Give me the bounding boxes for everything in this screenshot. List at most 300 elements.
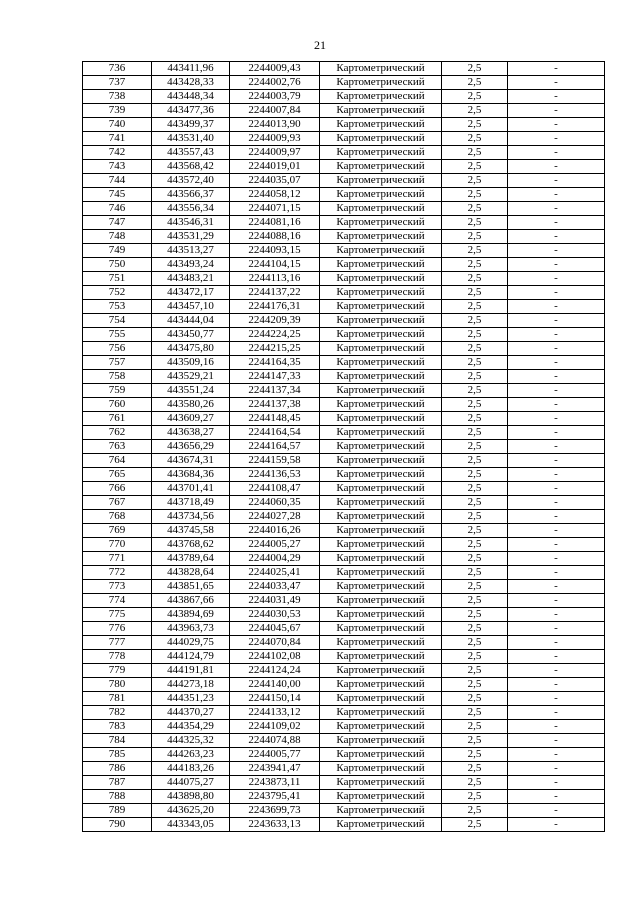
x-coordinate-cell: 443428,33 [152, 76, 230, 90]
description-cell: - [508, 62, 605, 76]
y-coordinate-cell: 2244003,79 [230, 90, 320, 104]
method-cell: Картометрический [320, 650, 442, 664]
table-row [83, 706, 605, 720]
method-cell: Картометрический [320, 818, 442, 832]
description-cell: - [508, 426, 605, 440]
description-cell: - [508, 440, 605, 454]
table-row [83, 370, 605, 384]
y-coordinate-cell: 2244009,93 [230, 132, 320, 146]
method-cell: Картометрический [320, 678, 442, 692]
table-row [83, 622, 605, 636]
method-cell: Картометрический [320, 412, 442, 426]
point-number-cell: 758 [83, 370, 152, 384]
x-coordinate-cell: 444370,27 [152, 706, 230, 720]
table-row [83, 524, 605, 538]
table-row [83, 426, 605, 440]
point-number-cell: 768 [83, 510, 152, 524]
y-coordinate-cell: 2243633,13 [230, 818, 320, 832]
table-row [83, 496, 605, 510]
table-row [83, 748, 605, 762]
accuracy-cell: 2,5 [442, 566, 508, 580]
method-cell: Картометрический [320, 300, 442, 314]
accuracy-cell: 2,5 [442, 552, 508, 566]
x-coordinate-cell: 443450,77 [152, 328, 230, 342]
point-number-cell: 742 [83, 146, 152, 160]
accuracy-cell: 2,5 [442, 328, 508, 342]
table-row [83, 454, 605, 468]
table-row [83, 356, 605, 370]
accuracy-cell: 2,5 [442, 636, 508, 650]
point-number-cell: 746 [83, 202, 152, 216]
description-cell: - [508, 300, 605, 314]
description-cell: - [508, 356, 605, 370]
y-coordinate-cell: 2244013,90 [230, 118, 320, 132]
accuracy-cell: 2,5 [442, 678, 508, 692]
accuracy-cell: 2,5 [442, 384, 508, 398]
table-row [83, 734, 605, 748]
accuracy-cell: 2,5 [442, 762, 508, 776]
point-number-cell: 753 [83, 300, 152, 314]
table-row [83, 552, 605, 566]
table-row [83, 146, 605, 160]
y-coordinate-cell: 2244104,15 [230, 258, 320, 272]
description-cell: - [508, 720, 605, 734]
point-number-cell: 756 [83, 342, 152, 356]
table-row [83, 566, 605, 580]
y-coordinate-cell: 2244030,53 [230, 608, 320, 622]
y-coordinate-cell: 2244113,16 [230, 272, 320, 286]
x-coordinate-cell: 443444,04 [152, 314, 230, 328]
y-coordinate-cell: 2244027,28 [230, 510, 320, 524]
x-coordinate-cell: 443894,69 [152, 608, 230, 622]
table-row [83, 300, 605, 314]
x-coordinate-cell: 443828,64 [152, 566, 230, 580]
y-coordinate-cell: 2243699,73 [230, 804, 320, 818]
method-cell: Картометрический [320, 118, 442, 132]
table-row [83, 328, 605, 342]
method-cell: Картометрический [320, 776, 442, 790]
method-cell: Картометрический [320, 216, 442, 230]
table-row [83, 76, 605, 90]
y-coordinate-cell: 2244109,02 [230, 720, 320, 734]
table-row [83, 636, 605, 650]
method-cell: Картометрический [320, 594, 442, 608]
x-coordinate-cell: 443513,27 [152, 244, 230, 258]
x-coordinate-cell: 443568,42 [152, 160, 230, 174]
method-cell: Картометрический [320, 188, 442, 202]
method-cell: Картометрический [320, 636, 442, 650]
y-coordinate-cell: 2244071,15 [230, 202, 320, 216]
method-cell: Картометрический [320, 356, 442, 370]
method-cell: Картометрический [320, 482, 442, 496]
point-number-cell: 761 [83, 412, 152, 426]
x-coordinate-cell: 443609,27 [152, 412, 230, 426]
method-cell: Картометрический [320, 608, 442, 622]
table-row [83, 230, 605, 244]
description-cell: - [508, 762, 605, 776]
x-coordinate-cell: 443546,31 [152, 216, 230, 230]
y-coordinate-cell: 2244108,47 [230, 482, 320, 496]
table-row [83, 90, 605, 104]
point-number-cell: 771 [83, 552, 152, 566]
y-coordinate-cell: 2244060,35 [230, 496, 320, 510]
method-cell: Картометрический [320, 552, 442, 566]
accuracy-cell: 2,5 [442, 412, 508, 426]
accuracy-cell: 2,5 [442, 286, 508, 300]
point-number-cell: 737 [83, 76, 152, 90]
y-coordinate-cell: 2244102,08 [230, 650, 320, 664]
description-cell: - [508, 146, 605, 160]
y-coordinate-cell: 2244045,67 [230, 622, 320, 636]
x-coordinate-cell: 443493,24 [152, 258, 230, 272]
y-coordinate-cell: 2244137,34 [230, 384, 320, 398]
table-row [83, 776, 605, 790]
point-number-cell: 754 [83, 314, 152, 328]
method-cell: Картометрический [320, 286, 442, 300]
table-row [83, 594, 605, 608]
table-row [83, 202, 605, 216]
description-cell: - [508, 314, 605, 328]
method-cell: Картометрический [320, 510, 442, 524]
description-cell: - [508, 468, 605, 482]
accuracy-cell: 2,5 [442, 482, 508, 496]
x-coordinate-cell: 444354,29 [152, 720, 230, 734]
point-number-cell: 770 [83, 538, 152, 552]
x-coordinate-cell: 443851,65 [152, 580, 230, 594]
y-coordinate-cell: 2243795,41 [230, 790, 320, 804]
y-coordinate-cell: 2244150,14 [230, 692, 320, 706]
x-coordinate-cell: 444124,79 [152, 650, 230, 664]
point-number-cell: 790 [83, 818, 152, 832]
y-coordinate-cell: 2244005,27 [230, 538, 320, 552]
description-cell: - [508, 552, 605, 566]
point-number-cell: 786 [83, 762, 152, 776]
description-cell: - [508, 748, 605, 762]
accuracy-cell: 2,5 [442, 174, 508, 188]
y-coordinate-cell: 2244209,39 [230, 314, 320, 328]
description-cell: - [508, 524, 605, 538]
method-cell: Картометрический [320, 328, 442, 342]
y-coordinate-cell: 2244137,22 [230, 286, 320, 300]
accuracy-cell: 2,5 [442, 538, 508, 552]
accuracy-cell: 2,5 [442, 314, 508, 328]
x-coordinate-cell: 443734,56 [152, 510, 230, 524]
accuracy-cell: 2,5 [442, 580, 508, 594]
point-number-cell: 780 [83, 678, 152, 692]
description-cell: - [508, 188, 605, 202]
description-cell: - [508, 90, 605, 104]
table-row [83, 384, 605, 398]
x-coordinate-cell: 443499,37 [152, 118, 230, 132]
point-number-cell: 749 [83, 244, 152, 258]
accuracy-cell: 2,5 [442, 454, 508, 468]
point-number-cell: 785 [83, 748, 152, 762]
table-row [83, 412, 605, 426]
method-cell: Картометрический [320, 566, 442, 580]
method-cell: Картометрический [320, 468, 442, 482]
x-coordinate-cell: 443472,17 [152, 286, 230, 300]
table-row [83, 174, 605, 188]
point-number-cell: 781 [83, 692, 152, 706]
method-cell: Картометрический [320, 762, 442, 776]
y-coordinate-cell: 2244133,12 [230, 706, 320, 720]
y-coordinate-cell: 2244081,16 [230, 216, 320, 230]
table-row [83, 538, 605, 552]
table-row [83, 160, 605, 174]
point-number-cell: 772 [83, 566, 152, 580]
x-coordinate-cell: 444191,81 [152, 664, 230, 678]
table-row [83, 692, 605, 706]
x-coordinate-cell: 443551,24 [152, 384, 230, 398]
y-coordinate-cell: 2244007,84 [230, 104, 320, 118]
method-cell: Картометрический [320, 370, 442, 384]
x-coordinate-cell: 443531,40 [152, 132, 230, 146]
method-cell: Картометрический [320, 342, 442, 356]
x-coordinate-cell: 443411,96 [152, 62, 230, 76]
y-coordinate-cell: 2244148,45 [230, 412, 320, 426]
accuracy-cell: 2,5 [442, 300, 508, 314]
x-coordinate-cell: 443701,41 [152, 482, 230, 496]
description-cell: - [508, 342, 605, 356]
method-cell: Картометрический [320, 580, 442, 594]
y-coordinate-cell: 2244164,35 [230, 356, 320, 370]
point-number-cell: 765 [83, 468, 152, 482]
accuracy-cell: 2,5 [442, 342, 508, 356]
method-cell: Картометрический [320, 706, 442, 720]
point-number-cell: 778 [83, 650, 152, 664]
y-coordinate-cell: 2244005,77 [230, 748, 320, 762]
table-row [83, 132, 605, 146]
accuracy-cell: 2,5 [442, 90, 508, 104]
table-row [83, 608, 605, 622]
method-cell: Картометрический [320, 720, 442, 734]
description-cell: - [508, 804, 605, 818]
x-coordinate-cell: 443475,80 [152, 342, 230, 356]
accuracy-cell: 2,5 [442, 650, 508, 664]
description-cell: - [508, 776, 605, 790]
description-cell: - [508, 244, 605, 258]
description-cell: - [508, 76, 605, 90]
method-cell: Картометрический [320, 90, 442, 104]
method-cell: Картометрический [320, 132, 442, 146]
table-row [83, 818, 605, 832]
page-number: 21 [314, 38, 326, 52]
description-cell: - [508, 132, 605, 146]
point-number-cell: 755 [83, 328, 152, 342]
point-number-cell: 763 [83, 440, 152, 454]
description-cell: - [508, 286, 605, 300]
x-coordinate-cell: 443566,37 [152, 188, 230, 202]
point-number-cell: 744 [83, 174, 152, 188]
description-cell: - [508, 258, 605, 272]
method-cell: Картометрический [320, 664, 442, 678]
description-cell: - [508, 370, 605, 384]
table-row [83, 468, 605, 482]
point-number-cell: 773 [83, 580, 152, 594]
method-cell: Картометрический [320, 426, 442, 440]
table-row [83, 720, 605, 734]
accuracy-cell: 2,5 [442, 622, 508, 636]
method-cell: Картометрический [320, 538, 442, 552]
table-row [83, 118, 605, 132]
description-cell: - [508, 636, 605, 650]
table-row [83, 62, 605, 76]
accuracy-cell: 2,5 [442, 160, 508, 174]
point-number-cell: 783 [83, 720, 152, 734]
x-coordinate-cell: 444075,27 [152, 776, 230, 790]
point-number-cell: 747 [83, 216, 152, 230]
y-coordinate-cell: 2244002,76 [230, 76, 320, 90]
method-cell: Картометрический [320, 202, 442, 216]
accuracy-cell: 2,5 [442, 720, 508, 734]
y-coordinate-cell: 2244074,88 [230, 734, 320, 748]
table-row [83, 762, 605, 776]
x-coordinate-cell: 443448,34 [152, 90, 230, 104]
description-cell: - [508, 398, 605, 412]
description-cell: - [508, 454, 605, 468]
description-cell: - [508, 608, 605, 622]
method-cell: Картометрический [320, 622, 442, 636]
table-row [83, 104, 605, 118]
accuracy-cell: 2,5 [442, 524, 508, 538]
x-coordinate-cell: 443529,21 [152, 370, 230, 384]
accuracy-cell: 2,5 [442, 244, 508, 258]
accuracy-cell: 2,5 [442, 132, 508, 146]
point-number-cell: 766 [83, 482, 152, 496]
accuracy-cell: 2,5 [442, 776, 508, 790]
method-cell: Картометрический [320, 790, 442, 804]
point-number-cell: 762 [83, 426, 152, 440]
table-row [83, 650, 605, 664]
y-coordinate-cell: 2244136,53 [230, 468, 320, 482]
point-number-cell: 757 [83, 356, 152, 370]
table-row [83, 664, 605, 678]
point-number-cell: 784 [83, 734, 152, 748]
method-cell: Картометрический [320, 496, 442, 510]
point-number-cell: 739 [83, 104, 152, 118]
description-cell: - [508, 230, 605, 244]
x-coordinate-cell: 443963,73 [152, 622, 230, 636]
accuracy-cell: 2,5 [442, 748, 508, 762]
description-cell: - [508, 174, 605, 188]
point-number-cell: 760 [83, 398, 152, 412]
description-cell: - [508, 272, 605, 286]
x-coordinate-cell: 443684,36 [152, 468, 230, 482]
table-row [83, 790, 605, 804]
method-cell: Картометрический [320, 76, 442, 90]
method-cell: Картометрический [320, 734, 442, 748]
accuracy-cell: 2,5 [442, 118, 508, 132]
description-cell: - [508, 384, 605, 398]
accuracy-cell: 2,5 [442, 790, 508, 804]
point-number-cell: 777 [83, 636, 152, 650]
x-coordinate-cell: 444273,18 [152, 678, 230, 692]
description-cell: - [508, 678, 605, 692]
y-coordinate-cell: 2244224,25 [230, 328, 320, 342]
x-coordinate-cell: 444325,32 [152, 734, 230, 748]
description-cell: - [508, 734, 605, 748]
table-row [83, 678, 605, 692]
x-coordinate-cell: 443656,29 [152, 440, 230, 454]
method-cell: Картометрический [320, 104, 442, 118]
accuracy-cell: 2,5 [442, 510, 508, 524]
table-row [83, 272, 605, 286]
accuracy-cell: 2,5 [442, 272, 508, 286]
method-cell: Картометрический [320, 146, 442, 160]
description-cell: - [508, 510, 605, 524]
method-cell: Картометрический [320, 230, 442, 244]
table-row [83, 342, 605, 356]
accuracy-cell: 2,5 [442, 706, 508, 720]
x-coordinate-cell: 443867,66 [152, 594, 230, 608]
x-coordinate-cell: 443674,31 [152, 454, 230, 468]
accuracy-cell: 2,5 [442, 104, 508, 118]
point-number-cell: 752 [83, 286, 152, 300]
point-number-cell: 782 [83, 706, 152, 720]
y-coordinate-cell: 2244025,41 [230, 566, 320, 580]
description-cell: - [508, 412, 605, 426]
description-cell: - [508, 482, 605, 496]
y-coordinate-cell: 2244031,49 [230, 594, 320, 608]
accuracy-cell: 2,5 [442, 216, 508, 230]
method-cell: Картометрический [320, 272, 442, 286]
x-coordinate-cell: 443718,49 [152, 496, 230, 510]
accuracy-cell: 2,5 [442, 608, 508, 622]
point-number-cell: 738 [83, 90, 152, 104]
point-number-cell: 750 [83, 258, 152, 272]
x-coordinate-cell: 443556,34 [152, 202, 230, 216]
table-row [83, 216, 605, 230]
y-coordinate-cell: 2244009,43 [230, 62, 320, 76]
x-coordinate-cell: 444351,23 [152, 692, 230, 706]
y-coordinate-cell: 2243941,47 [230, 762, 320, 776]
x-coordinate-cell: 443625,20 [152, 804, 230, 818]
x-coordinate-cell: 444263,23 [152, 748, 230, 762]
description-cell: - [508, 496, 605, 510]
y-coordinate-cell: 2244035,07 [230, 174, 320, 188]
method-cell: Картометрический [320, 692, 442, 706]
method-cell: Картометрический [320, 174, 442, 188]
point-number-cell: 764 [83, 454, 152, 468]
y-coordinate-cell: 2244215,25 [230, 342, 320, 356]
coordinates-table [82, 61, 605, 832]
accuracy-cell: 2,5 [442, 230, 508, 244]
x-coordinate-cell: 443531,29 [152, 230, 230, 244]
y-coordinate-cell: 2244164,57 [230, 440, 320, 454]
point-number-cell: 741 [83, 132, 152, 146]
y-coordinate-cell: 2244176,31 [230, 300, 320, 314]
y-coordinate-cell: 2244019,01 [230, 160, 320, 174]
description-cell: - [508, 594, 605, 608]
method-cell: Картометрический [320, 440, 442, 454]
point-number-cell: 775 [83, 608, 152, 622]
x-coordinate-cell: 443580,26 [152, 398, 230, 412]
method-cell: Картометрический [320, 244, 442, 258]
accuracy-cell: 2,5 [442, 62, 508, 76]
table-row [83, 804, 605, 818]
accuracy-cell: 2,5 [442, 146, 508, 160]
description-cell: - [508, 538, 605, 552]
method-cell: Картометрический [320, 804, 442, 818]
y-coordinate-cell: 2244070,84 [230, 636, 320, 650]
point-number-cell: 743 [83, 160, 152, 174]
method-cell: Картометрический [320, 258, 442, 272]
description-cell: - [508, 202, 605, 216]
method-cell: Картометрический [320, 160, 442, 174]
description-cell: - [508, 216, 605, 230]
point-number-cell: 759 [83, 384, 152, 398]
method-cell: Картометрический [320, 398, 442, 412]
